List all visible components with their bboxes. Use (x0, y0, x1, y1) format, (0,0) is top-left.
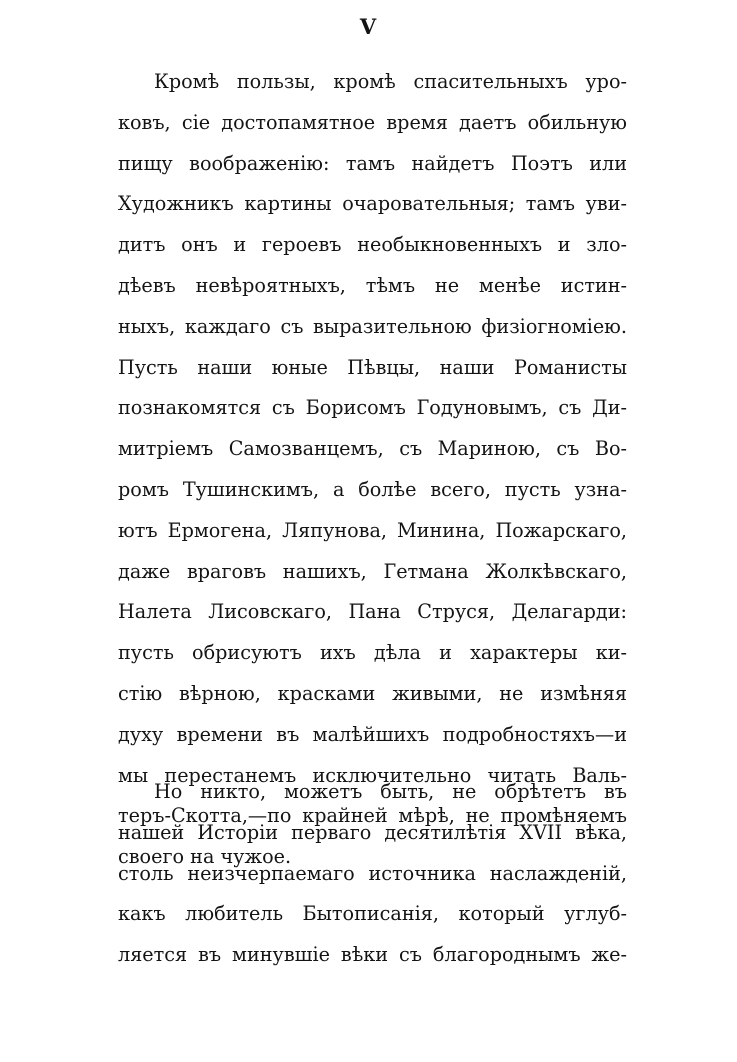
text-line: ляется въ минувшіе вѣки съ благороднымъ же- (118, 943, 627, 967)
text-line: Пусть наши юные Пѣвцы, наши Романисты (118, 355, 627, 379)
paragraph-2 (118, 772, 627, 976)
text-line: познакомятся съ Борисомъ Годуновымъ, съ Ди- (118, 396, 627, 420)
text-line: Художникъ картины очаровательныя; тамъ уви- (118, 192, 627, 216)
text-line: духу времени въ малѣйшихъ подробностяхъ—и (118, 722, 627, 746)
paragraph-1 (118, 62, 627, 878)
text-line: дѣевъ невѣроятныхъ, тѣмъ не менѣе истин- (118, 273, 627, 297)
text-line: какъ любитель Бытописанія, который углуб- (118, 902, 627, 926)
text-line: дитъ онъ и героевъ необыкновенныхъ и зло- (118, 233, 627, 257)
text-line: пусть обрисуютъ ихъ дѣла и характеры ки- (118, 641, 627, 665)
text-line: ковъ, сіе достопамятное время даетъ обильную (118, 110, 627, 134)
text-line: мы перестанемъ исключительно читать Валь- (118, 763, 627, 787)
text-line: ныхъ, каждаго съ выразительною физіогноміею. (118, 314, 627, 338)
text-line: нашей Исторіи перваго десятилѣтія XVII вѣка, (118, 820, 627, 844)
page-number: V (359, 14, 378, 39)
text-line: своего на чужое. (118, 845, 292, 869)
text-line: митріемъ Самозванцемъ, съ Мариною, съ Во- (118, 437, 627, 461)
text-line: ютъ Ермогена, Ляпунова, Минина, Пожарскаго, (118, 518, 627, 542)
text-line: ромъ Тушинскимъ, а болѣе всего, пусть узна- (118, 477, 627, 501)
text-line: теръ-Скотта,—по крайней мѣрѣ, не промѣняемъ (118, 804, 627, 828)
text-line: стію вѣрною, красками живыми, не измѣняя (118, 681, 627, 705)
text-line: Налета Лисовскаго, Пана Струся, Делагарди: (118, 600, 627, 624)
text-line: Кромѣ пользы, кромѣ спасительныхъ уро- (154, 70, 627, 93)
text-line: даже враговъ нашихъ, Гетмана Жолкѣвскаго, (118, 559, 627, 583)
text-line: пищу воображенію: тамъ найдетъ Поэтъ или (118, 151, 627, 175)
text-line: столь неизчерпаемаго источника наслажденій, (118, 861, 627, 885)
text-line: Но никто, можетъ быть, не обрѣтетъ въ (154, 780, 627, 803)
